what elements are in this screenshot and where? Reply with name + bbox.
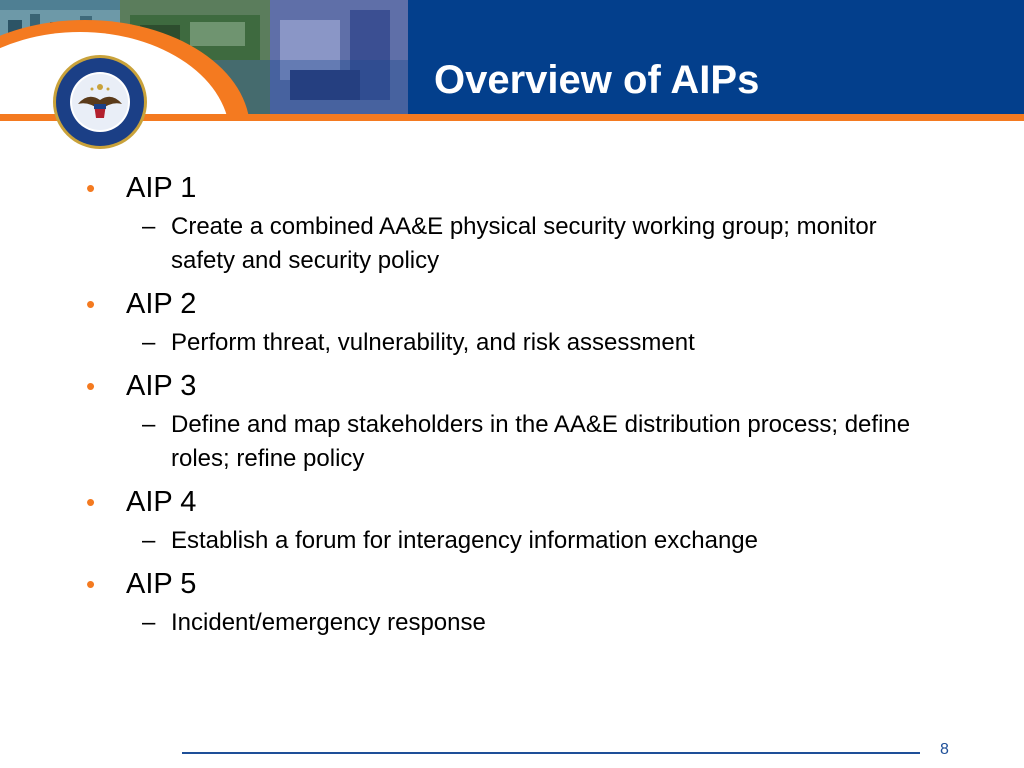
dash-icon: – bbox=[142, 213, 156, 240]
page-number: 8 bbox=[940, 741, 949, 758]
list-item-aip-2 bbox=[86, 286, 966, 360]
dash-icon: – bbox=[142, 609, 156, 636]
item-label: AIP 5 bbox=[126, 568, 197, 600]
dash-icon: – bbox=[142, 527, 156, 554]
item-label: AIP 3 bbox=[126, 370, 197, 402]
sub-row bbox=[86, 408, 931, 476]
bullet-icon: • bbox=[86, 173, 96, 203]
list-item-aip-5 bbox=[86, 566, 966, 640]
bullet-icon: • bbox=[86, 371, 96, 401]
sub-row bbox=[86, 210, 931, 278]
list-item-aip-4 bbox=[86, 484, 966, 558]
sub-row bbox=[86, 326, 931, 360]
bullet-row bbox=[86, 484, 966, 520]
item-label: AIP 2 bbox=[126, 288, 197, 320]
bullet-row bbox=[86, 286, 966, 322]
bullet-icon: • bbox=[86, 289, 96, 319]
list-item-aip-1 bbox=[86, 170, 966, 278]
aip-list bbox=[86, 170, 966, 648]
bullet-icon: • bbox=[86, 487, 96, 517]
sub-row bbox=[86, 606, 931, 640]
item-detail: Incident/emergency response bbox=[171, 609, 486, 636]
sub-row bbox=[86, 524, 931, 558]
item-label: AIP 4 bbox=[126, 486, 197, 518]
item-detail: Define and map stakeholders in the AA&E distribution process; define roles; refine policy bbox=[171, 411, 911, 472]
dod-seal-icon bbox=[52, 54, 148, 150]
dash-icon: – bbox=[142, 411, 156, 438]
footer-divider bbox=[182, 752, 920, 754]
item-detail: Establish a forum for interagency information exchange bbox=[171, 527, 758, 554]
bullet-row bbox=[86, 566, 966, 602]
dash-icon: – bbox=[142, 329, 156, 356]
list-item-aip-3 bbox=[86, 368, 966, 476]
header-orange-rule bbox=[0, 114, 1024, 121]
slide-title: Overview of AIPs bbox=[434, 58, 760, 102]
bullet-row bbox=[86, 368, 966, 404]
item-detail: Create a combined AA&E physical security working group; monitor safety and security policy bbox=[171, 213, 877, 274]
item-label: AIP 1 bbox=[126, 172, 197, 204]
item-detail: Perform threat, vulnerability, and risk assessment bbox=[171, 329, 695, 356]
bullet-icon: • bbox=[86, 569, 96, 599]
bullet-row bbox=[86, 170, 966, 206]
